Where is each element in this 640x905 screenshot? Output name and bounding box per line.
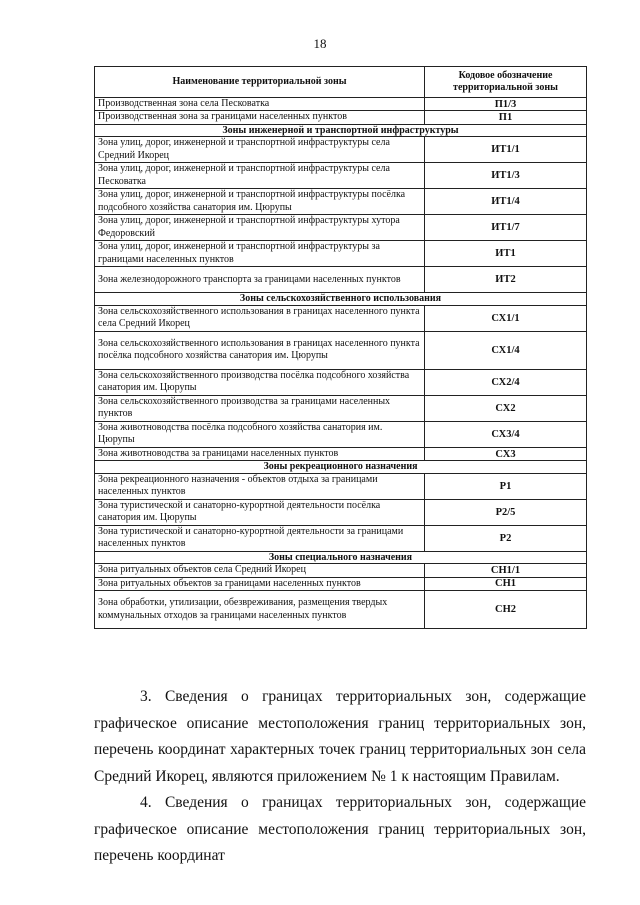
- zone-code-cell: СХ3/4: [425, 421, 587, 447]
- zone-name-cell: Зона сельскохозяйственного использования в границах населенного пункта села Средний Икорец: [95, 305, 425, 331]
- zone-code-cell: СН2: [425, 591, 587, 629]
- zone-code-cell: ИТ1: [425, 241, 587, 267]
- section-header-row: [95, 461, 587, 474]
- table-row: [95, 421, 587, 447]
- zone-name-cell: Зона животноводства посёлка подсобного хозяйства санатория им. Цюрупы: [95, 421, 425, 447]
- zone-name-cell: Зона обработки, утилизации, обезвреживания, размещения твердых коммунальных отходов за границами населенных пунктов: [95, 591, 425, 629]
- page-number: 18: [313, 36, 327, 51]
- zone-code-cell: СХ3: [425, 447, 587, 460]
- table-row: [95, 305, 587, 331]
- section-title: Зоны специального назначения: [95, 551, 587, 564]
- section-header-row: [95, 124, 587, 137]
- zone-name-cell: Зона улиц, дорог, инженерной и транспортной инфраструктуры села Песковатка: [95, 163, 425, 189]
- section-header-row: [95, 551, 587, 564]
- zone-name-cell: Производственная зона села Песковатка: [95, 98, 425, 111]
- zone-code-cell: Р2: [425, 525, 587, 551]
- table-row: [95, 241, 587, 267]
- zone-code-cell: Р1: [425, 473, 587, 499]
- zone-name-cell: Зона ритуальных объектов за границами населенных пунктов: [95, 577, 425, 590]
- paragraph-3: 3. Сведения о границах территориальных зон, содержащие графическое описание местоположения границ территориальных зон, перечень координат характерных точек границ территориальных зон села Средний Икорец, являются приложением № 1 к настоящим Правилам.: [94, 688, 586, 785]
- table-row: [95, 331, 587, 369]
- table-row: [95, 267, 587, 293]
- zone-name-cell: Зона улиц, дорог, инженерной и транспортной инфраструктуры посёлка подсобного хозяйства санатория им. Цюрупы: [95, 189, 425, 215]
- table-header-row: [95, 67, 587, 98]
- zone-code-cell: СХ1/1: [425, 305, 587, 331]
- zone-code-cell: ИТ1/7: [425, 215, 587, 241]
- column-header-name: Наименование территориальной зоны: [95, 67, 425, 98]
- table-row: [95, 137, 587, 163]
- table-row: [95, 369, 587, 395]
- zones-table: [94, 66, 587, 629]
- table-row: [95, 395, 587, 421]
- zone-name-cell: Зона туристической и санаторно-курортной деятельности за границами населенных пунктов: [95, 525, 425, 551]
- section-title: Зоны рекреационного назначения: [95, 461, 587, 474]
- section-title: Зоны инженерной и транспортной инфраструктуры: [95, 124, 587, 137]
- zone-name-cell: Зона улиц, дорог, инженерной и транспортной инфраструктуры за границами населенных пунктов: [95, 241, 425, 267]
- zone-name-cell: Зона туристической и санаторно-курортной деятельности посёлка санатория им. Цюрупы: [95, 499, 425, 525]
- zone-code-cell: ИТ1/4: [425, 189, 587, 215]
- zone-name-cell: Зона улиц, дорог, инженерной и транспортной инфраструктуры хутора Федоровский: [95, 215, 425, 241]
- table-row: [95, 111, 587, 124]
- table-row: [95, 525, 587, 551]
- zone-name-cell: Зона сельскохозяйственного производства посёлка подсобного хозяйства санатория им. Цюрупы: [95, 369, 425, 395]
- zone-name-cell: Зона рекреационного назначения - объектов отдыха за границами населенных пунктов: [95, 473, 425, 499]
- zone-name-cell: Зона улиц, дорог, инженерной и транспортной инфраструктуры села Средний Икорец: [95, 137, 425, 163]
- zone-name-cell: Зона сельскохозяйственного производства за границами населенных пунктов: [95, 395, 425, 421]
- zone-code-cell: Р2/5: [425, 499, 587, 525]
- table-row: [95, 564, 587, 577]
- zone-name-cell: Зона ритуальных объектов села Средний Икорец: [95, 564, 425, 577]
- zones-table-body: [95, 98, 587, 629]
- body-text: [94, 684, 586, 870]
- table-row: [95, 189, 587, 215]
- zone-code-cell: СХ2/4: [425, 369, 587, 395]
- table-row: [95, 98, 587, 111]
- table-row: [95, 473, 587, 499]
- paragraph-4: 4. Сведения о границах территориальных зон, содержащие графическое описание местоположения границ территориальных зон, перечень координат: [94, 794, 586, 864]
- table-row: [95, 591, 587, 629]
- section-title: Зоны сельскохозяйственного использования: [95, 293, 587, 306]
- zone-code-cell: П1: [425, 111, 587, 124]
- zone-name-cell: Зона животноводства за границами населенных пунктов: [95, 447, 425, 460]
- zone-code-cell: ИТ2: [425, 267, 587, 293]
- section-header-row: [95, 293, 587, 306]
- zone-code-cell: СН1/1: [425, 564, 587, 577]
- table-row: [95, 215, 587, 241]
- zone-code-cell: ИТ1/3: [425, 163, 587, 189]
- zone-code-cell: ИТ1/1: [425, 137, 587, 163]
- table-row: [95, 499, 587, 525]
- zone-code-cell: СН1: [425, 577, 587, 590]
- zone-code-cell: СХ2: [425, 395, 587, 421]
- column-header-code: Кодовое обозначение территориальной зоны: [425, 67, 587, 98]
- table-row: [95, 163, 587, 189]
- zone-name-cell: Производственная зона за границами населенных пунктов: [95, 111, 425, 124]
- table-row: [95, 577, 587, 590]
- zone-code-cell: П1/3: [425, 98, 587, 111]
- table-row: [95, 447, 587, 460]
- zone-code-cell: СХ1/4: [425, 331, 587, 369]
- zone-name-cell: Зона сельскохозяйственного использования в границах населенного пункта посёлка подсобного хозяйства санатория им. Цюрупы: [95, 331, 425, 369]
- zone-name-cell: Зона железнодорожного транспорта за границами населенных пунктов: [95, 267, 425, 293]
